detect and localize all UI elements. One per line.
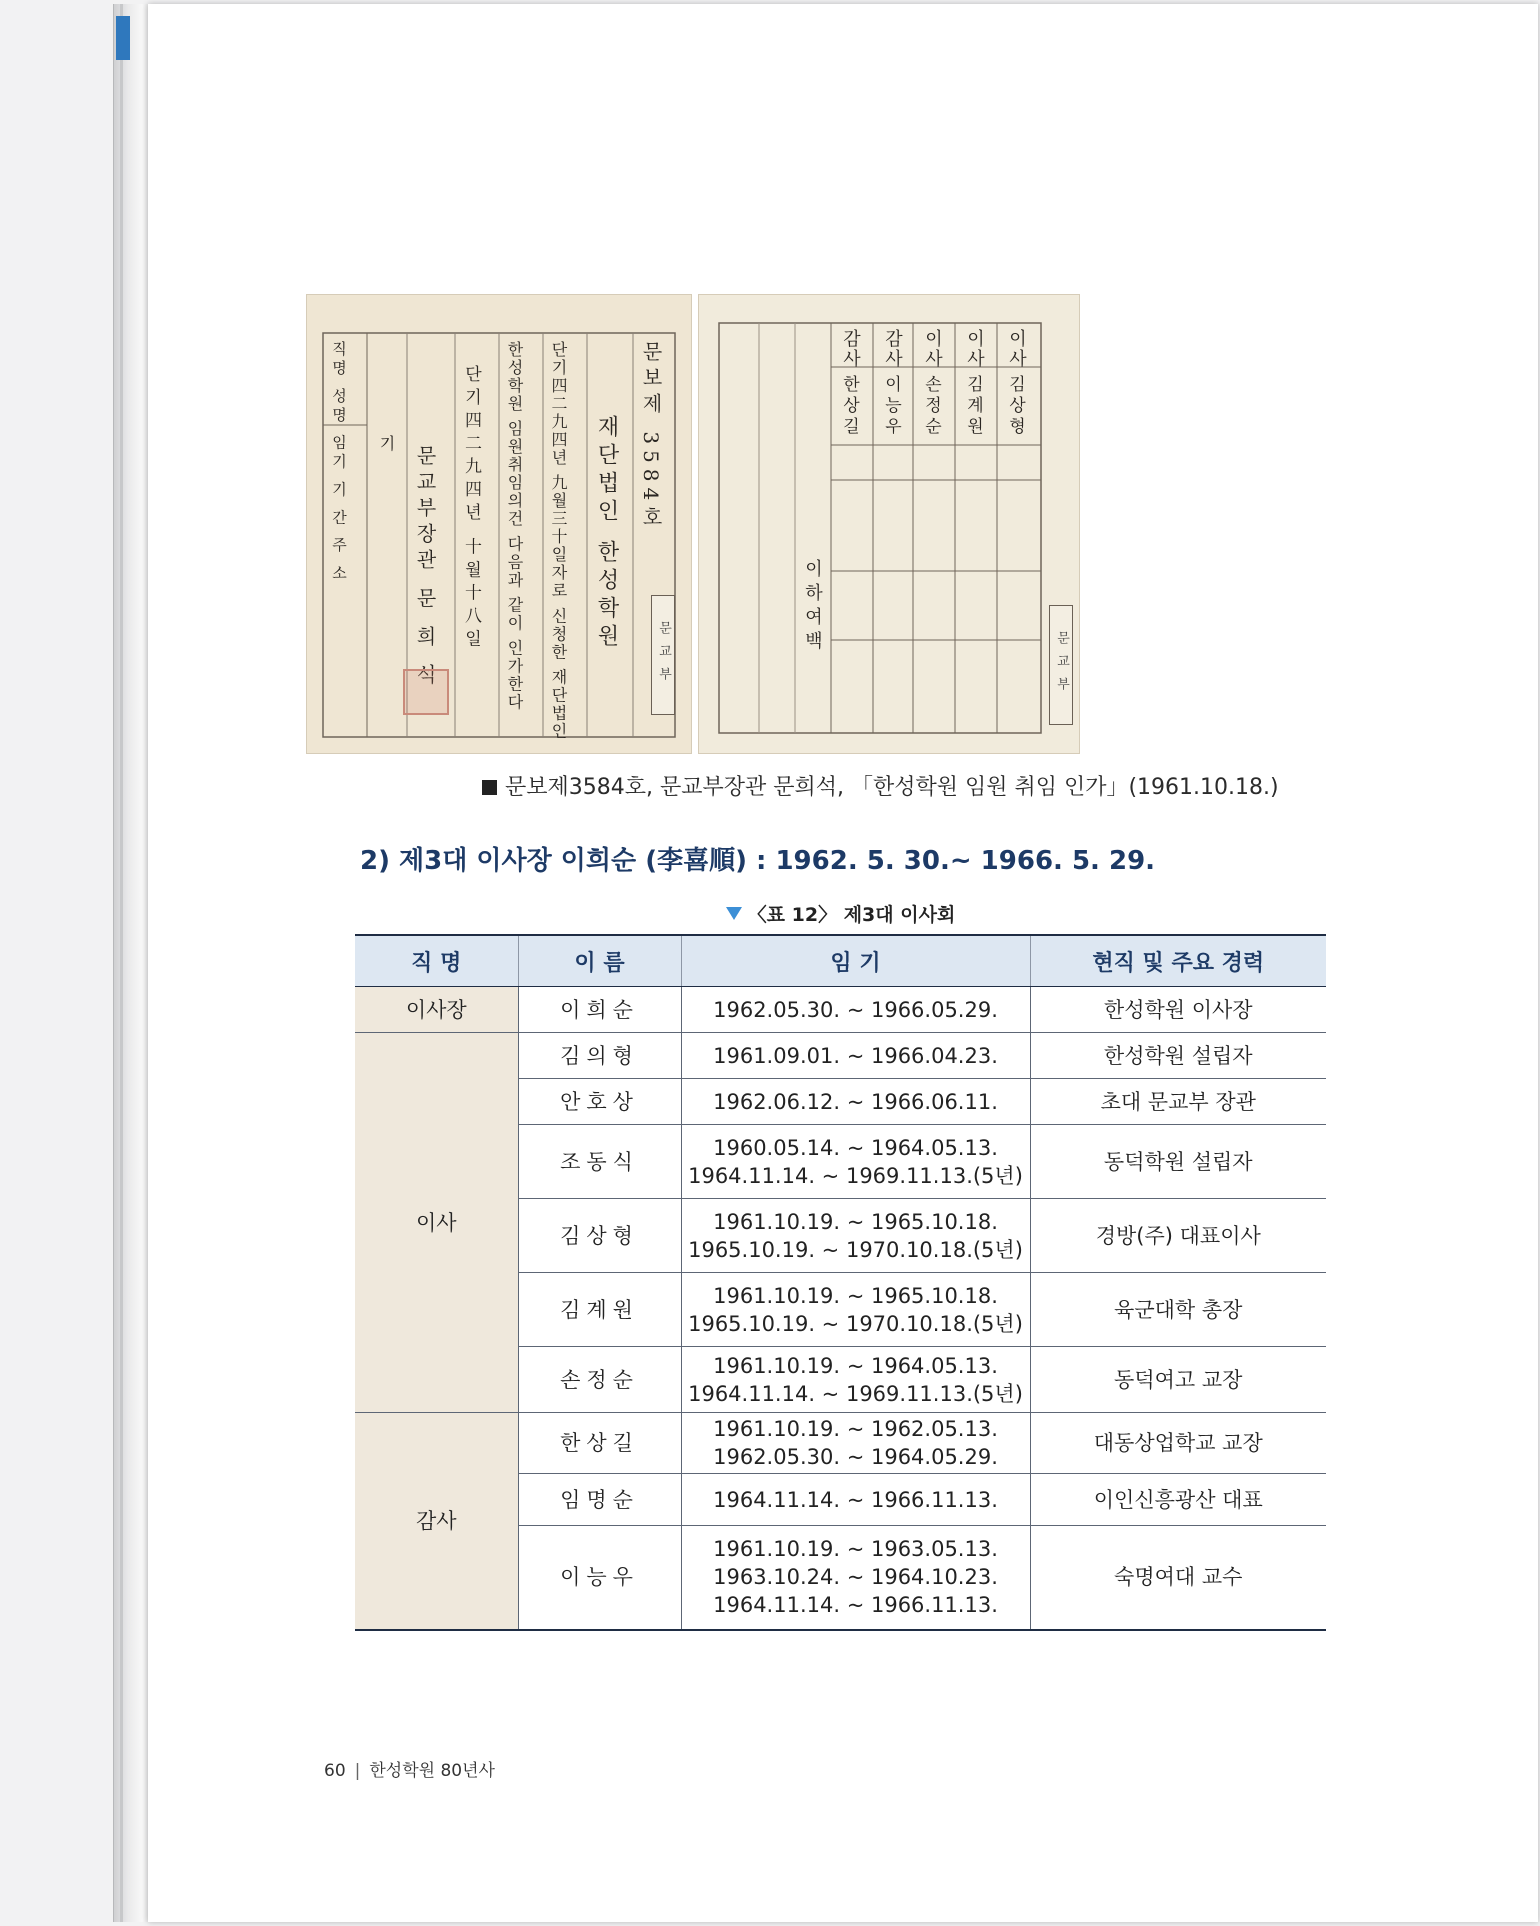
blue-edge-tab (116, 16, 130, 60)
figure-caption-text: 문보제3584호, 문교부장관 문희석, 「한성학원 임원 취임 인가」(1961.10.18.) (505, 775, 1279, 800)
header-name: 이 름 (518, 935, 681, 987)
term-line: 1961.10.19. ~ 1963.05.13. (713, 1537, 998, 1562)
board-table (355, 934, 1326, 1631)
member-career: 대동상업학교 교장 (1030, 1413, 1326, 1474)
member-career: 이인신흥광산 대표 (1030, 1474, 1326, 1526)
member-career: 초대 문교부 장관 (1030, 1079, 1326, 1125)
list-name-1: 김상형 (1005, 375, 1025, 438)
header-role: 직 명 (355, 935, 518, 987)
member-name: 김상형 (518, 1199, 681, 1273)
letter-minister: 문교부장관 문 희 석 (413, 445, 437, 691)
table-row (355, 987, 1326, 1033)
member-term (681, 1199, 1030, 1273)
list-name-5: 한상길 (839, 375, 859, 438)
member-career: 숙명여대 교수 (1030, 1526, 1326, 1630)
minister-seal (403, 669, 449, 715)
member-career: 한성학원 이사장 (1030, 987, 1326, 1033)
member-name: 한상길 (518, 1413, 681, 1474)
list-stamp: 문교부 (1049, 605, 1073, 725)
role-chair: 이사장 (355, 987, 518, 1033)
letter-foundation: 재단법인 한성학원 (594, 415, 619, 652)
member-term (681, 1033, 1030, 1079)
member-term (681, 1474, 1030, 1526)
list-blank-note: 이하여백 (802, 559, 823, 655)
member-term (681, 1125, 1030, 1199)
list-role-2: 이사 (964, 329, 985, 369)
member-career: 한성학원 설립자 (1030, 1033, 1326, 1079)
term-line: 1961.10.19. ~ 1965.10.18. (713, 1209, 998, 1234)
letter-stamp: 문교부 (651, 595, 675, 715)
term-line: 1962.05.30. ~ 1966.05.29. (713, 997, 998, 1022)
triangle-down-icon (726, 907, 742, 920)
term-line: 1965.10.19. ~ 1970.10.18.(5년) (688, 1237, 1023, 1262)
member-career: 동덕학원 설립자 (1030, 1125, 1326, 1199)
member-term (681, 1526, 1030, 1630)
letter-gi: 기 (377, 435, 396, 457)
list-role-4: 감사 (882, 329, 903, 369)
role-director: 이사 (355, 1033, 518, 1413)
table-header-row (355, 935, 1326, 987)
scan-officer-list (698, 294, 1080, 754)
member-name: 손정순 (518, 1347, 681, 1413)
figure-caption (482, 770, 1279, 801)
member-name: 이희순 (518, 987, 681, 1033)
member-career: 경방(주) 대표이사 (1030, 1199, 1326, 1273)
term-line: 1964.11.14. ~ 1969.11.13.(5년) (688, 1163, 1023, 1188)
member-career: 육군대학 총장 (1030, 1273, 1326, 1347)
section-title: 2) 제3대 이사장 이희순 (李喜順) : 1962. 5. 30.~ 1966. 5. 29. (360, 846, 1156, 876)
list-role-5: 감사 (840, 329, 861, 369)
member-name: 임명순 (518, 1474, 681, 1526)
table-caption-text: 〈표 12〉 제3대 이사회 (747, 904, 956, 926)
square-bullet-icon (482, 780, 497, 795)
member-name: 김계원 (518, 1273, 681, 1347)
member-name: 조동식 (518, 1125, 681, 1199)
letter-fields: 직명 성명 임기 기 간 주 소 (330, 341, 348, 584)
member-term (681, 1079, 1030, 1125)
page-number: 60 (324, 1761, 346, 1781)
term-line: 1961.09.01. ~ 1966.04.23. (713, 1043, 998, 1068)
list-name-4: 이능우 (881, 375, 901, 438)
letter-ruling (307, 295, 691, 753)
list-role-1: 이사 (1006, 329, 1027, 369)
header-term: 임 기 (681, 935, 1030, 987)
term-line: 1961.10.19. ~ 1964.05.13. (713, 1353, 998, 1378)
term-line: 1962.05.30. ~ 1964.05.29. (713, 1445, 998, 1469)
role-auditor: 감사 (355, 1413, 518, 1630)
scanned-documents (306, 294, 1078, 752)
letter-line-1: 단기四二九四년 九월三十일자로 신청한 재단법인 (549, 341, 568, 741)
member-name: 안호상 (518, 1079, 681, 1125)
list-name-2: 김계원 (963, 375, 983, 438)
letter-line-2: 한성학원 임원취임의건 다음과 같이 인가한다 (505, 341, 524, 712)
member-term (681, 1347, 1030, 1413)
table-row (355, 1033, 1326, 1079)
book-title: 한성학원 80년사 (369, 1761, 495, 1781)
term-line: 1965.10.19. ~ 1970.10.18.(5년) (688, 1311, 1023, 1336)
term-line: 1961.10.19. ~ 1962.05.13. (713, 1417, 998, 1441)
term-line: 1963.10.24. ~ 1964.10.23. (713, 1565, 998, 1590)
header-career: 현직 및 주요 경력 (1030, 935, 1326, 987)
term-line: 1962.06.12. ~ 1966.06.11. (713, 1089, 998, 1114)
table-row (355, 1413, 1326, 1474)
list-role-3: 이사 (922, 329, 943, 369)
term-line: 1964.11.14. ~ 1966.11.13. (713, 1487, 998, 1512)
member-term (681, 1273, 1030, 1347)
member-term (681, 987, 1030, 1033)
term-line: 1964.11.14. ~ 1969.11.13.(5년) (688, 1381, 1023, 1406)
member-term (681, 1413, 1030, 1474)
footer-divider: | (354, 1761, 361, 1781)
member-name: 김의형 (518, 1033, 681, 1079)
page-footer (324, 1756, 495, 1781)
term-line: 1964.11.14. ~ 1966.11.13. (713, 1593, 998, 1618)
term-line: 1960.05.14. ~ 1964.05.13. (713, 1135, 998, 1160)
letter-date: 단기四二九四년 十월十八일 (461, 365, 481, 653)
term-line: 1961.10.19. ~ 1965.10.18. (713, 1283, 998, 1308)
letter-doc-number: 문보제 3584호 (639, 341, 663, 533)
list-name-3: 손정순 (921, 375, 941, 438)
member-name: 이능우 (518, 1526, 681, 1630)
member-career: 동덕여고 교장 (1030, 1347, 1326, 1413)
table-caption (355, 900, 1326, 927)
scan-approval-letter (306, 294, 692, 754)
